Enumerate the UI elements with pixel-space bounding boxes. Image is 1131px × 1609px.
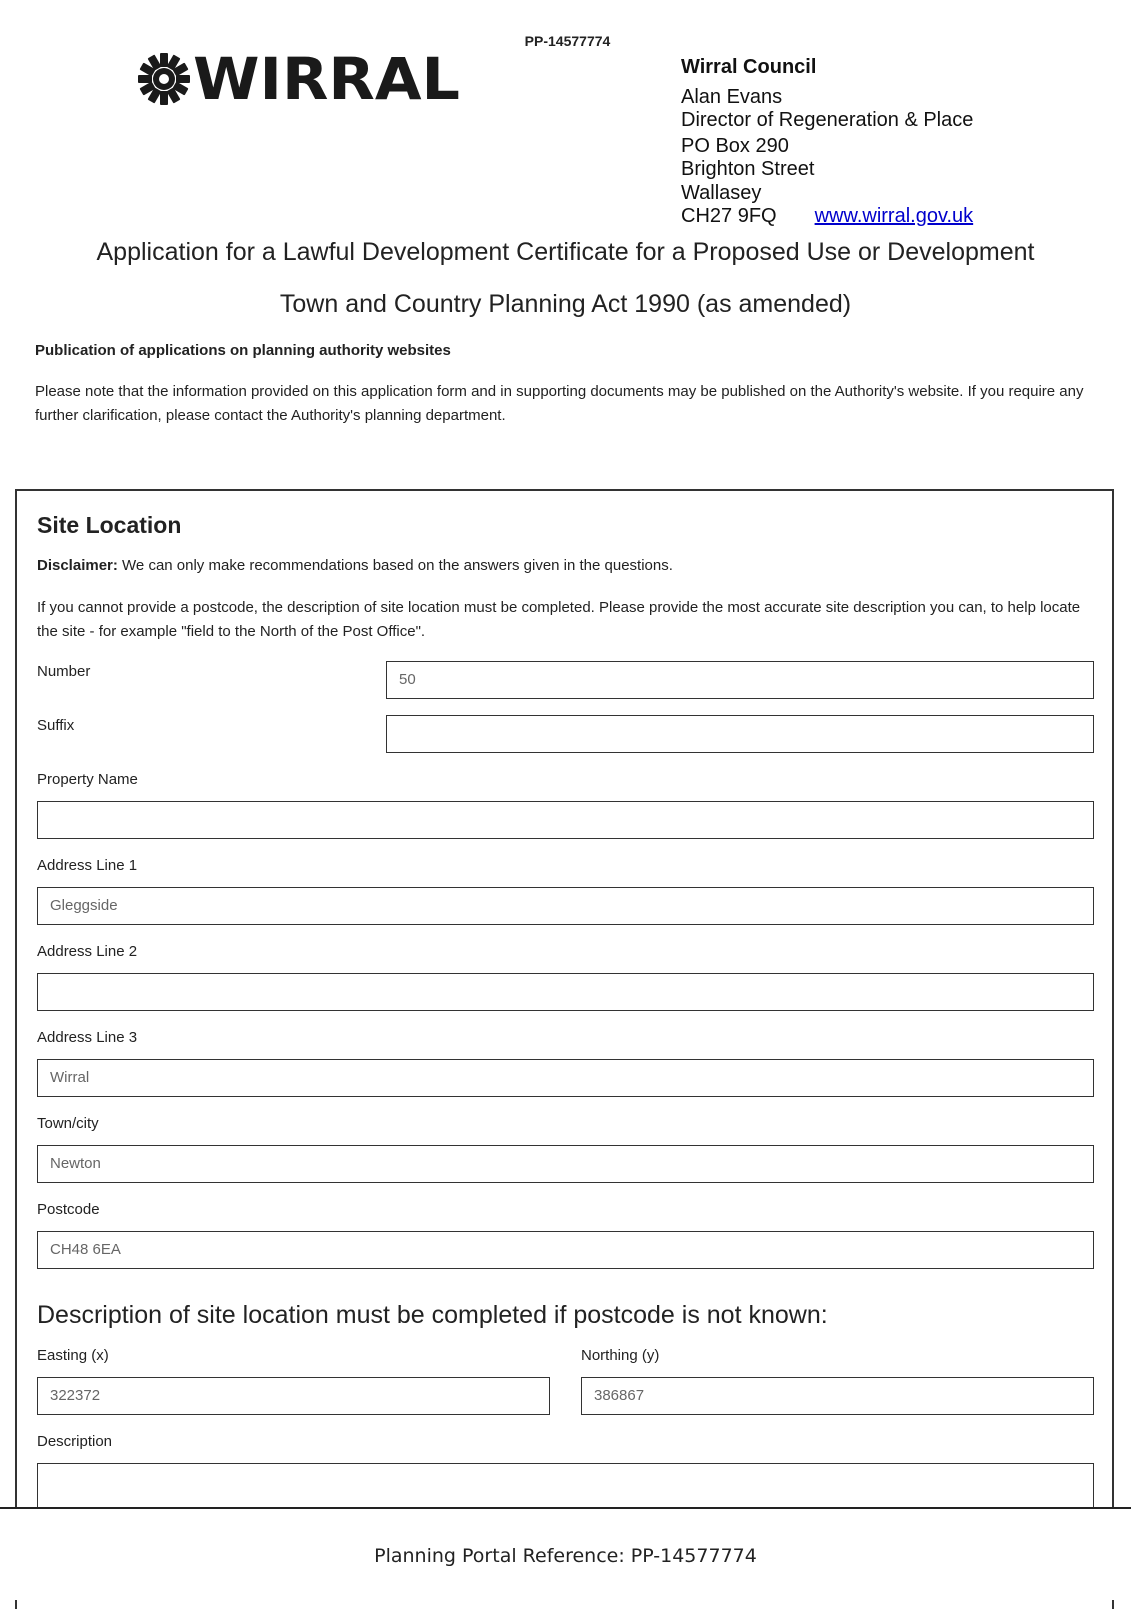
publication-text: Please note that the information provided on this application form and in supporting documents may be published on the Authority's website. If you require any further clarification, please contact the Authority's planning department.	[35, 383, 1084, 424]
suffix-field[interactable]	[386, 715, 1094, 753]
contact-role: Director of Regeneration & Place	[681, 109, 974, 131]
header-reference: PP-14577774	[524, 33, 611, 49]
easting-label: Easting (x)	[37, 1347, 109, 1364]
number-field[interactable]: 50	[386, 661, 1094, 699]
wirral-emblem-icon	[137, 52, 191, 106]
address-line-1-field[interactable]: Gleggside	[37, 887, 1094, 925]
town: Wallasey	[681, 181, 762, 204]
council-address	[681, 56, 973, 229]
description-heading: Description of site location must be completed if postcode is not known:	[37, 1301, 828, 1329]
northing-field[interactable]: 386867	[581, 1377, 1094, 1415]
wirral-logo	[137, 45, 461, 113]
address-line-2-label: Address Line 2	[37, 943, 138, 960]
suffix-label: Suffix	[37, 717, 75, 734]
council-name: Wirral Council	[681, 56, 817, 78]
description-label: Description	[37, 1433, 113, 1450]
property-name-label: Property Name	[37, 771, 138, 788]
footer-divider	[0, 1507, 1131, 1509]
website-link[interactable]: www.wirral.gov.uk	[814, 205, 974, 227]
postcode-note: If you cannot provide a postcode, the description of site location must be completed. Please provide the most accurate site description you can, to help locate the site - for example "field to the North of the Post Office".	[37, 599, 1081, 640]
logo-wordmark: WIRRAL	[193, 45, 461, 113]
postcode-field[interactable]: CH48 6EA	[37, 1231, 1094, 1269]
page-subtitle: Town and Country Planning Act 1990 (as amended)	[279, 290, 852, 318]
address-line-1-label: Address Line 1	[37, 857, 138, 874]
property-name-field[interactable]	[37, 801, 1094, 839]
street: Brighton Street	[681, 158, 815, 180]
disclaimer-label: Disclaimer:	[37, 557, 118, 574]
town-city-label: Town/city	[37, 1115, 99, 1132]
postcode-label: Postcode	[37, 1201, 100, 1218]
easting-field[interactable]: 322372	[37, 1377, 550, 1415]
footer-reference: Planning Portal Reference: PP-14577774	[374, 1545, 757, 1567]
site-location-section	[15, 489, 1114, 1609]
council-postcode: CH27 9FQ	[681, 205, 777, 227]
northing-label: Northing (y)	[581, 1347, 660, 1364]
contact-name: Alan Evans	[681, 85, 783, 108]
town-city-field[interactable]: Newton	[37, 1145, 1094, 1183]
publication-heading: Publication of applications on planning authority websites	[35, 342, 451, 359]
disclaimer	[37, 557, 673, 574]
section-title: Site Location	[37, 512, 182, 538]
address-line-3-label: Address Line 3	[37, 1029, 138, 1046]
disclaimer-text: We can only make recommendations based on the answers given in the questions.	[117, 557, 673, 574]
page-title: Application for a Lawful Development Certificate for a Proposed Use or Development	[96, 238, 1035, 266]
address-line-3-field[interactable]: Wirral	[37, 1059, 1094, 1097]
number-label: Number	[37, 663, 91, 680]
po-box: PO Box 290	[681, 134, 789, 157]
address-line-2-field[interactable]	[37, 973, 1094, 1011]
